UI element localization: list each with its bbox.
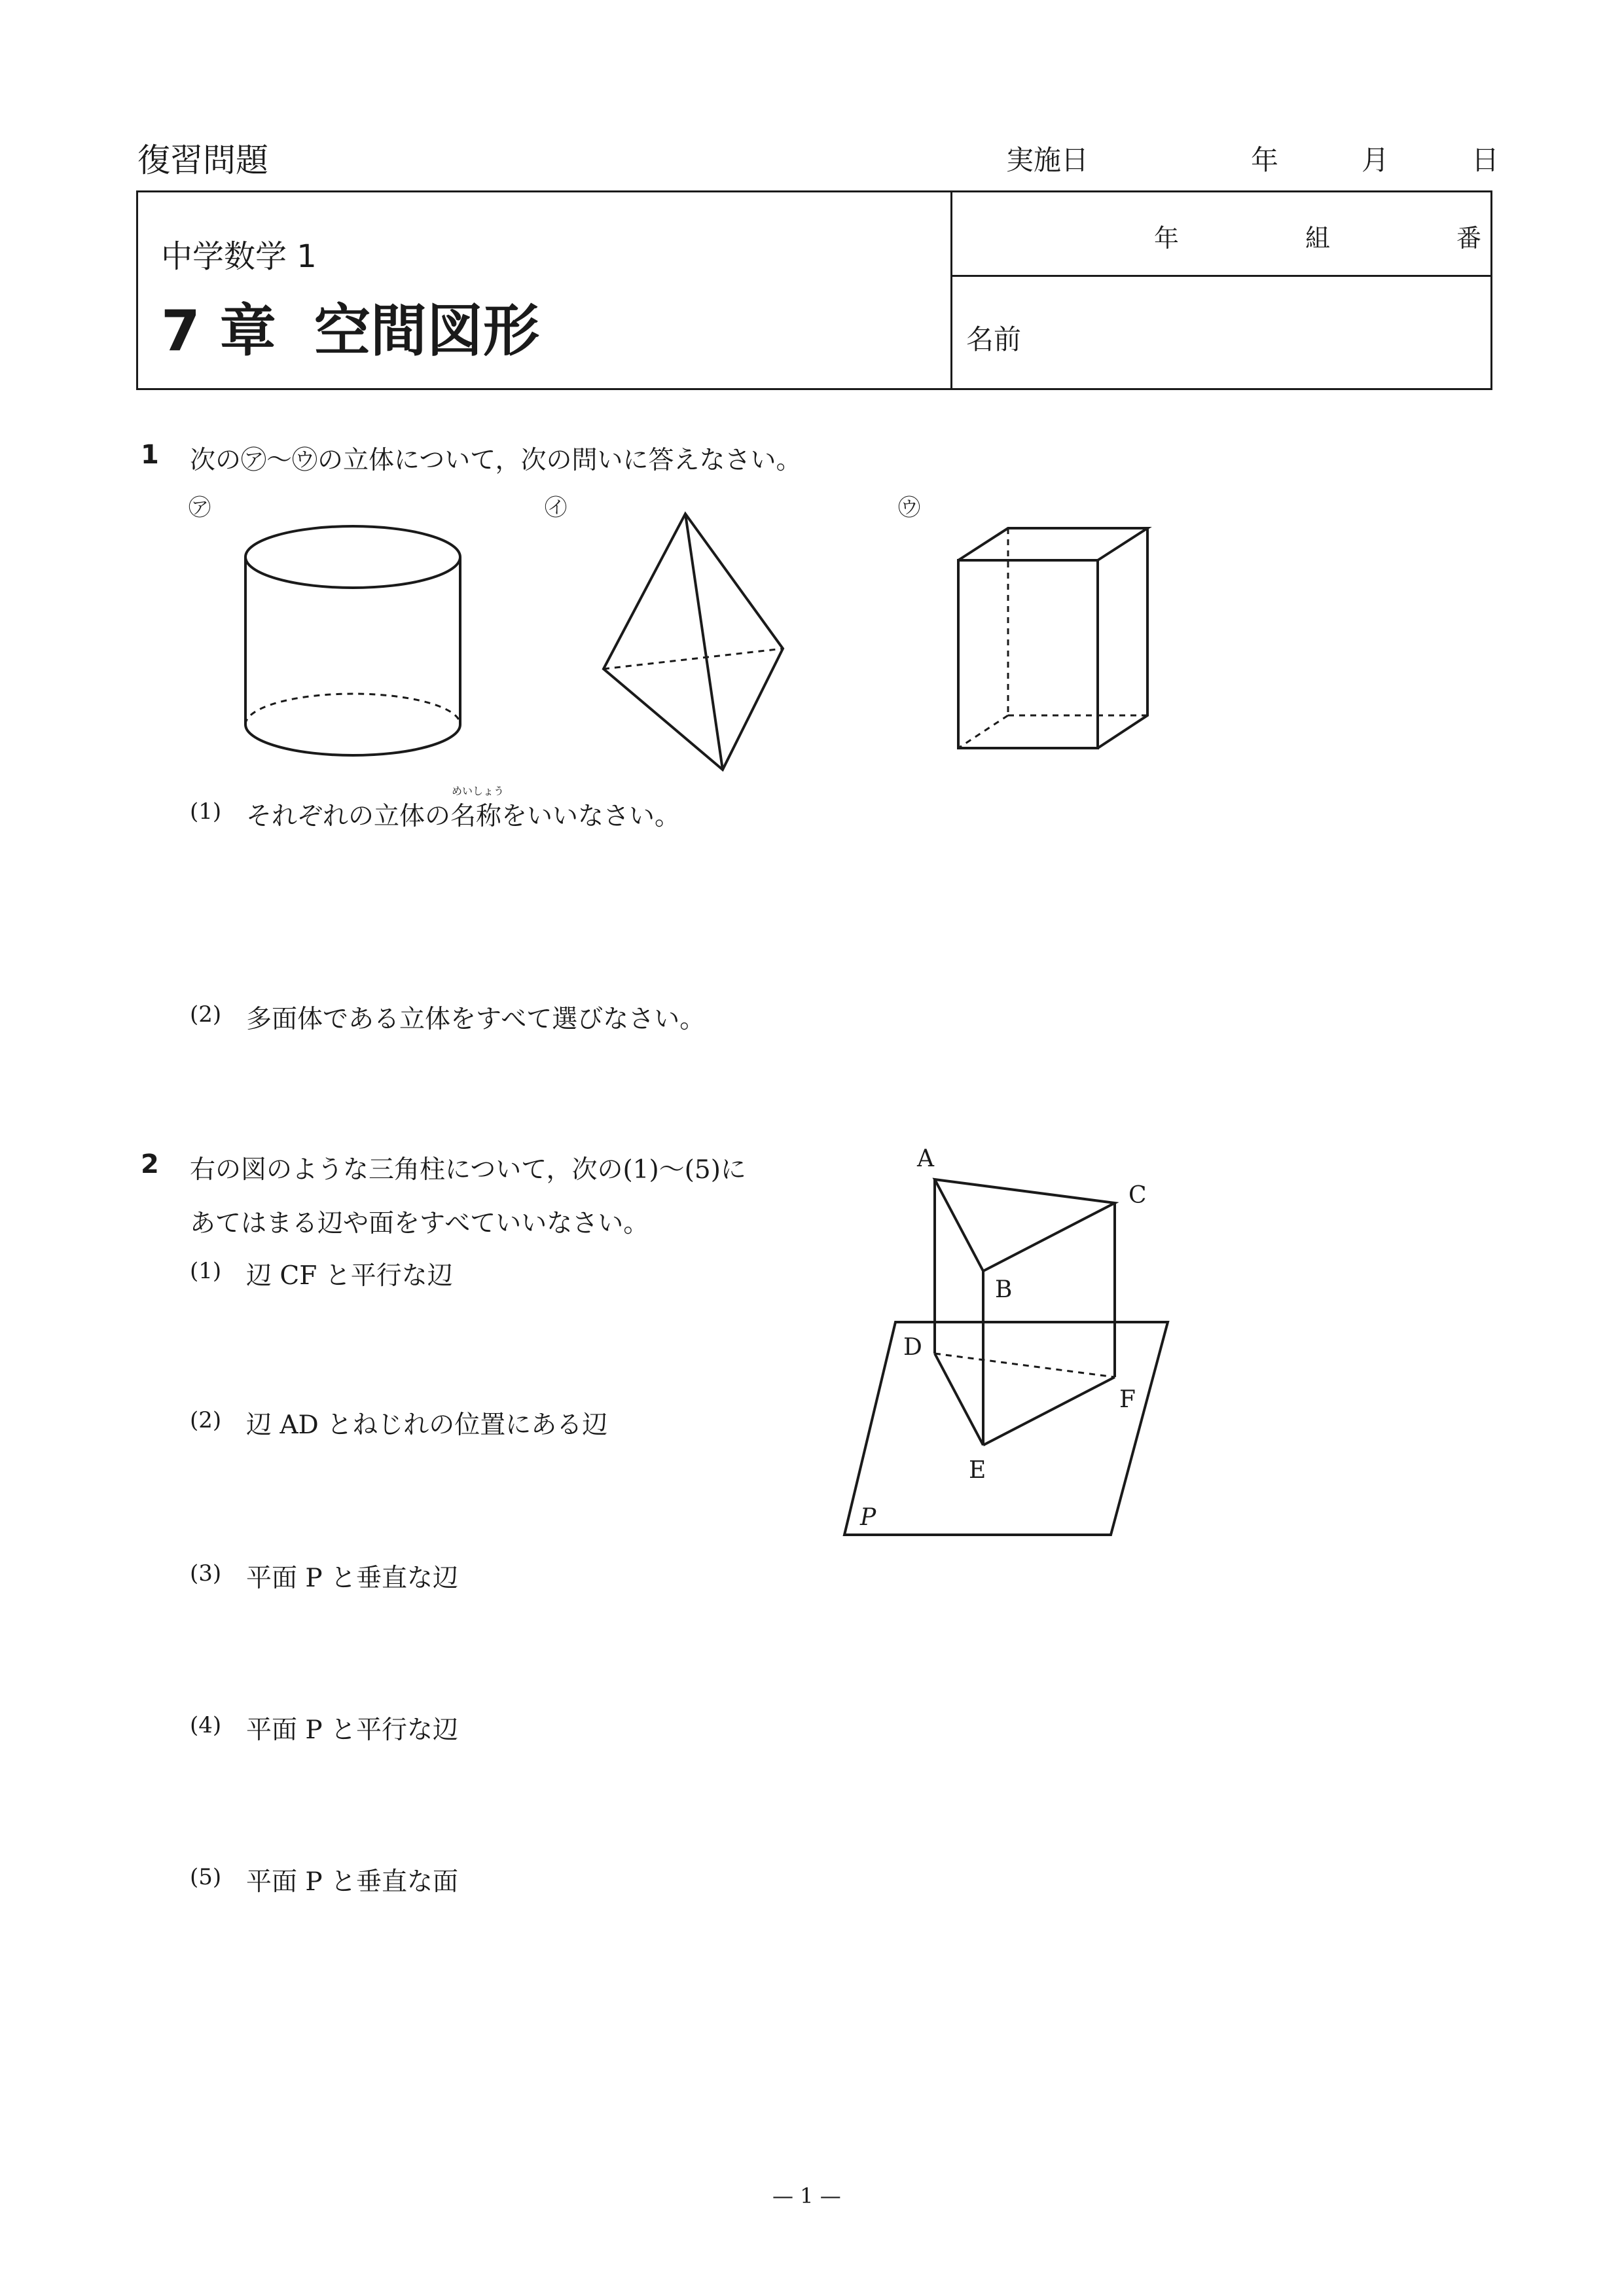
q2-sub1-text: 辺 CF と平行な辺 — [246, 1261, 453, 1291]
month-label: 月 — [1362, 144, 1390, 176]
figure-label-u: ㋒ — [898, 495, 920, 521]
date-label: 実施日 — [1006, 144, 1089, 176]
question-1-figures — [0, 0, 1624, 785]
q1-sub2-text: 多面体である立体をすべて選びなさい。 — [246, 1005, 706, 1034]
student-number-label: 番 — [1456, 224, 1482, 253]
q1-sub1-ruby-reading: めいしょう — [452, 785, 505, 797]
figure-label-i: ㋑ — [545, 495, 567, 521]
bipyramid-figure — [604, 514, 783, 770]
question-2-number: 2 — [141, 1149, 159, 1179]
day-label: 日 — [1471, 144, 1500, 176]
cylinder-figure — [245, 526, 460, 755]
triangular-prism-figure — [818, 1126, 1224, 1551]
plane-p-shape — [844, 1322, 1168, 1535]
q1-sub2-label: (2) — [190, 1001, 222, 1028]
grade-label: 年 — [1154, 224, 1180, 253]
q2-sub1-label: (1) — [190, 1258, 222, 1284]
vertex-a-label: A — [917, 1145, 934, 1172]
q1-sub1-text-after: をいいなさい。 — [501, 802, 681, 831]
q2-sub3-text: 平面 P と垂直な辺 — [246, 1564, 459, 1593]
question-2-prompt-line1: 右の図のような三角柱について，次の(1)～(5)に — [190, 1155, 746, 1185]
q2-sub2-label: (2) — [190, 1407, 222, 1433]
vertex-f-label: F — [1119, 1386, 1136, 1413]
name-label: 名前 — [966, 323, 1022, 355]
prism-figure — [958, 528, 1147, 748]
vertex-e-label: E — [969, 1457, 986, 1484]
chapter-topic: 空間図形 — [314, 298, 539, 364]
chapter-number: 7 章 — [161, 298, 276, 364]
plane-p-label: P — [860, 1504, 876, 1531]
subject-title: 中学数学 1 — [161, 238, 317, 275]
q2-sub3-label: (3) — [190, 1560, 222, 1587]
question-2-prompt-line2: あてはまる辺や面をすべていいなさい。 — [190, 1209, 649, 1238]
class-label: 組 — [1305, 224, 1331, 253]
worksheet-type: 復習問題 — [137, 141, 268, 179]
q2-sub2-text: 辺 AD とねじれの位置にある辺 — [246, 1410, 608, 1440]
q1-sub1-ruby — [450, 785, 505, 833]
q2-sub5-text: 平面 P と垂直な面 — [246, 1867, 459, 1897]
page-number: — 1 — — [772, 2183, 841, 2208]
vertex-b-label: B — [995, 1276, 1013, 1303]
question-1-number: 1 — [141, 440, 159, 470]
q1-sub1-ruby-base: 名称 — [450, 802, 502, 831]
vertex-c-label: C — [1128, 1182, 1147, 1209]
figure-label-a: ㋐ — [189, 495, 211, 521]
q2-sub4-text: 平面 P と平行な辺 — [246, 1715, 459, 1745]
prism-top-face — [935, 1179, 1115, 1271]
question-1-prompt: 次の㋐～㋒の立体について，次の問いに答えなさい。 — [190, 446, 802, 475]
q1-sub1-text — [246, 785, 681, 833]
q1-sub1-text-before: それぞれの立体の — [246, 802, 451, 831]
q2-sub4-label: (4) — [190, 1712, 222, 1738]
q1-sub1-label: (1) — [190, 798, 222, 825]
year-label: 年 — [1251, 144, 1279, 176]
q2-sub5-label: (5) — [190, 1864, 222, 1890]
vertex-d-label: D — [903, 1334, 922, 1361]
